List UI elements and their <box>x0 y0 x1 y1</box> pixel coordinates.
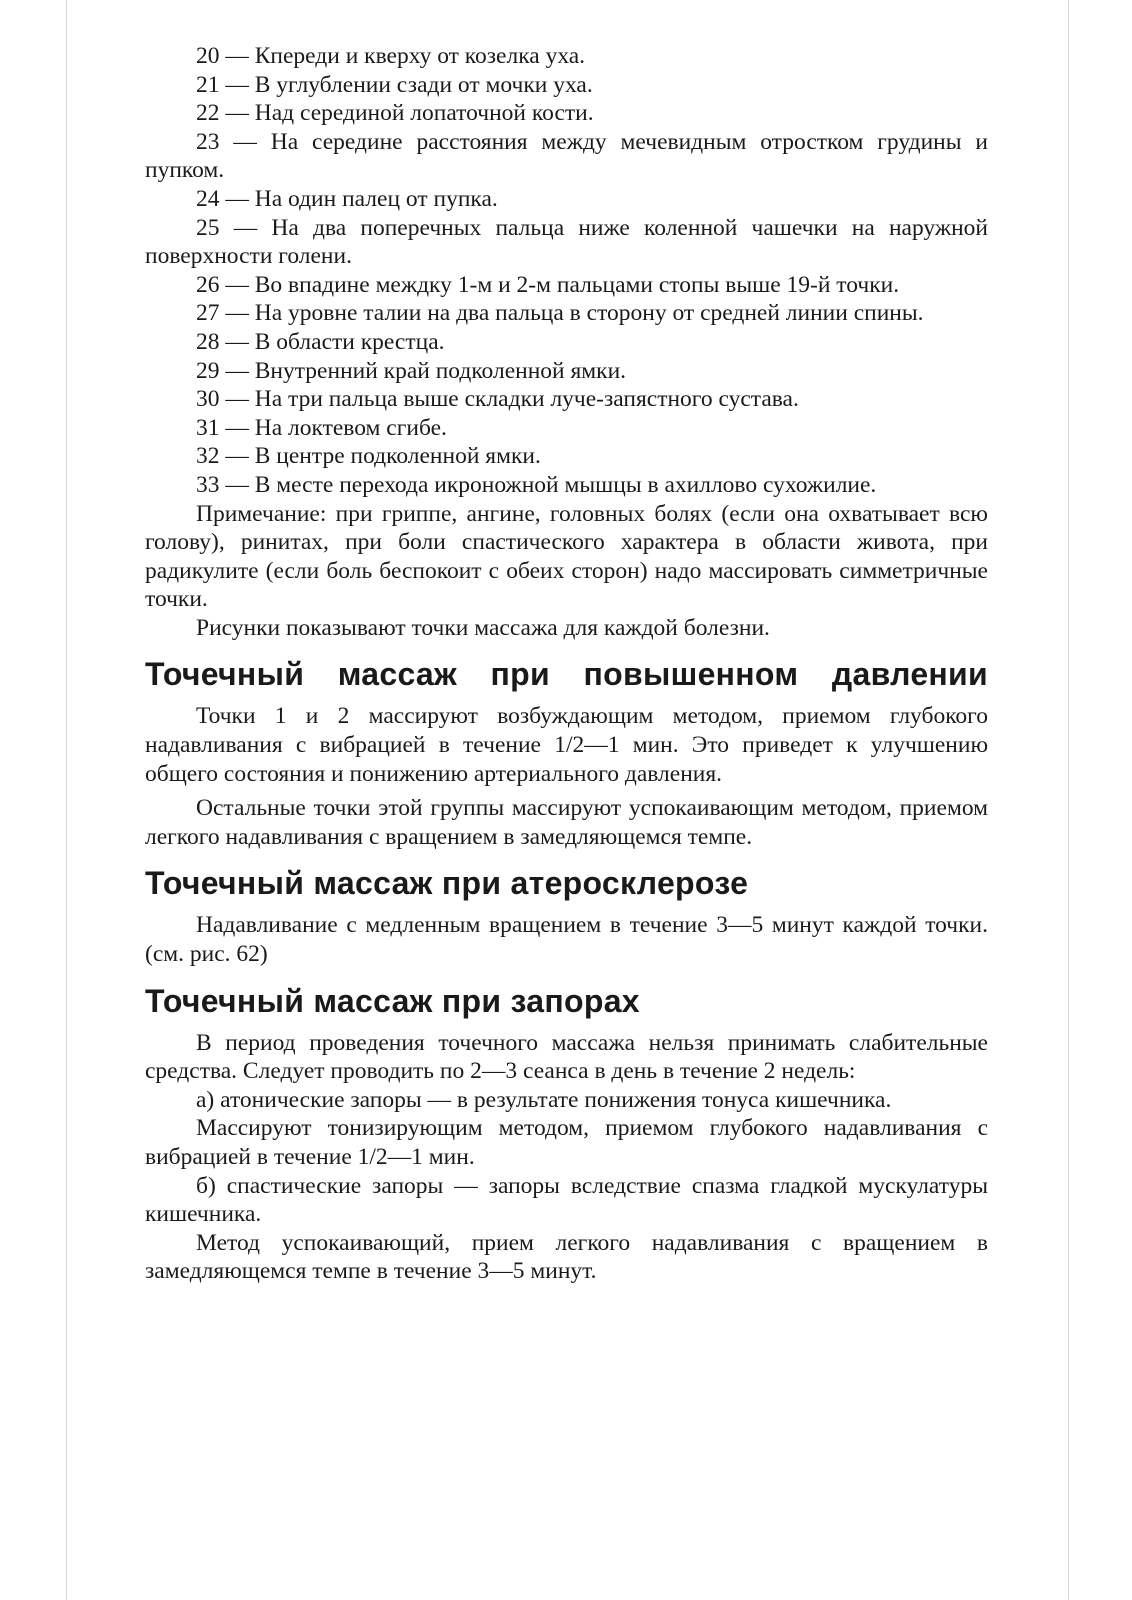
page-edge-left <box>66 0 67 1600</box>
section-heading-atherosclerosis: Точечный массаж при атеросклерозе <box>145 865 749 902</box>
point-item-28: 28 — В области крестца. <box>196 328 445 355</box>
atherosclerosis-paragraph-1: Надавливание с медленным вращением в течение 3—5 минут каждой точки. (см. рис. 62) <box>145 912 988 968</box>
constipation-paragraph-2: а) атонические запоры — в результате понижения тонуса кишечника. <box>196 1086 892 1113</box>
constipation-paragraph-4: б) спастические запоры — запоры вследствие спазма гладкой мускулатуры кишечника. <box>145 1172 988 1228</box>
note-paragraph: Примечание: при гриппе, ангине, головных болях (если она охватывает всю голову), ринитах, при боли спастического характера в области живота, при радикулите (если боль беспокоит с обеих сторон) надо массировать симметричные точки. <box>145 500 988 613</box>
section-heading-pressure: Точечный массаж при повышенном давлении <box>145 656 988 693</box>
document-page <box>145 42 988 1286</box>
point-item-29: 29 — Внутренний край подколенной ямки. <box>196 357 627 384</box>
point-item-31: 31 — На локтевом сгибе. <box>196 414 447 441</box>
pressure-paragraph-1: Точки 1 и 2 массируют возбуждающим методом, приемом глубокого надавливания с вибрацией в течение 1/2—1 мин. Это приведет к улучшению общего состояния и понижению артериального давления. <box>145 703 988 787</box>
point-item-20: 20 — Кпереди и кверху от козелка уха. <box>196 43 586 69</box>
point-item-25: 25 — На два поперечных пальца ниже коленной чашечки на наружной поверхности голени. <box>145 214 988 270</box>
point-item-27: 27 — На уровне талии на два пальца в сторону от средней линии спины. <box>196 300 924 327</box>
pressure-paragraph-2: Остальные точки этой группы массируют успокаивающим методом, приемом легкого надавливания с вращением в замедляющемся темпе. <box>145 795 988 850</box>
point-item-30: 30 — На три пальца выше складки луче-запястного сустава. <box>196 386 799 413</box>
constipation-paragraph-1: В период проведения точечного массажа нельзя принимать слабительные средства. Следует проводить по 2—3 сеанса в день в течение 2 недель: <box>145 1029 988 1085</box>
points-list <box>145 42 988 500</box>
figures-note: Рисунки показывают точки массажа для каждой болезни. <box>196 614 770 641</box>
point-item-22: 22 — Над серединой лопаточной кости. <box>196 100 594 127</box>
point-item-21: 21 — В углублении сзади от мочки уха. <box>196 71 593 98</box>
constipation-paragraph-5: Метод успокаивающий, прием легкого надавливания с вращением в замедляющемся темпе в течение 3—5 минут. <box>145 1229 988 1285</box>
point-item-24: 24 — На один палец от пупка. <box>196 185 498 212</box>
section-heading-constipation: Точечный массаж при запорах <box>145 982 640 1019</box>
point-item-26: 26 — Во впадине междку 1-м и 2-м пальцами стопы выше 19-й точки. <box>196 271 900 298</box>
page-edge-right <box>1068 0 1069 1600</box>
point-item-33: 33 — В месте перехода икроножной мышцы в ахиллово сухожилие. <box>196 471 877 498</box>
point-item-32: 32 — В центре подколенной ямки. <box>196 443 541 470</box>
point-item-23: 23 — На середине расстояния между мечевидным отростком грудины и пупком. <box>145 128 988 184</box>
constipation-paragraph-3: Массируют тонизирующим методом, приемом глубокого надавливания с вибрацией в течение 1/2—1 мин. <box>145 1115 988 1170</box>
